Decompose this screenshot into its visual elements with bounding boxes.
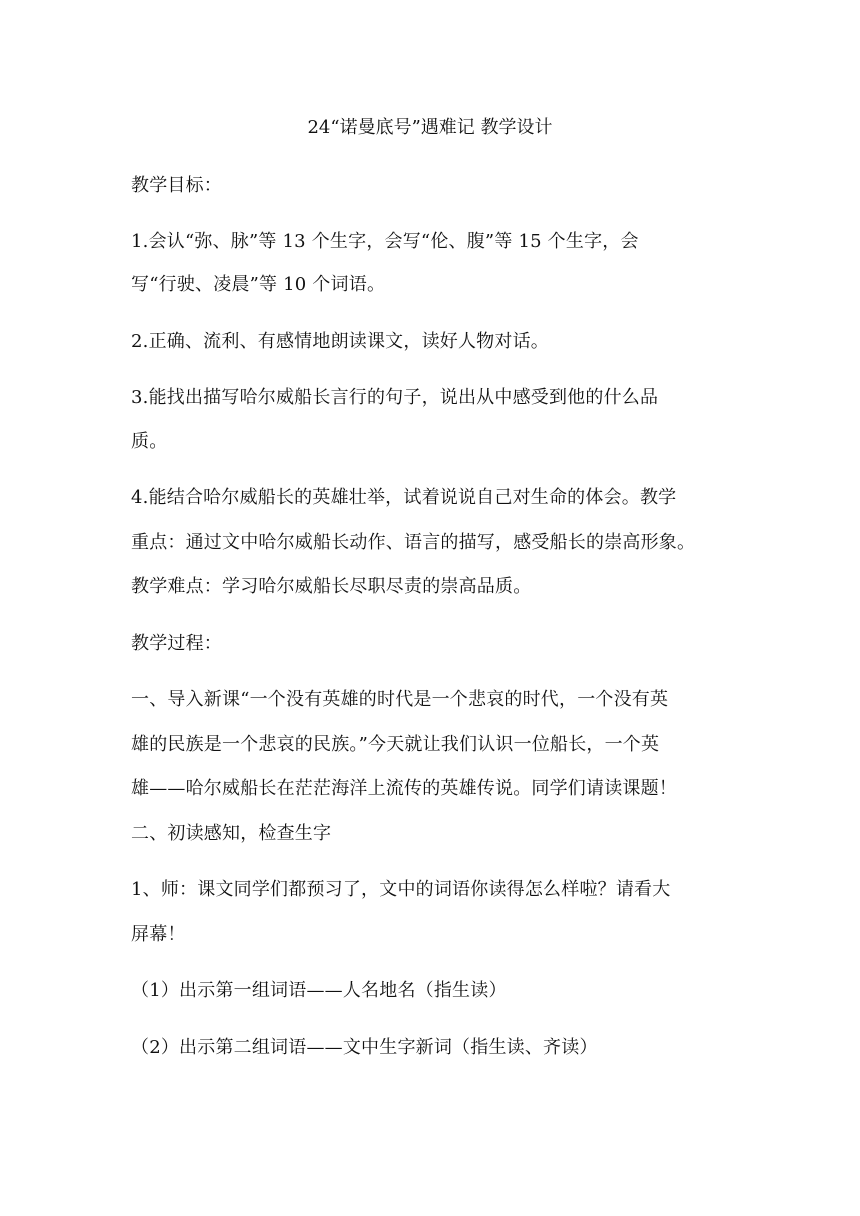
word-group-1: （1）出示第一组词语——人名地名（指生读） — [131, 980, 507, 1001]
document-title: 24“诺曼底号”遇难记 教学设计 — [307, 117, 553, 138]
section-heading-process: 教学过程： — [131, 633, 222, 654]
process-step-1-line-3: 雄——哈尔威船长在茫茫海洋上流传的英雄传说。同学们请读课题！ — [131, 778, 677, 799]
objective-4-line-1: 4.能结合哈尔威船长的英雄壮举，试着说说自己对生命的体会。教学 — [131, 487, 677, 508]
section-heading-objectives: 教学目标： — [131, 175, 222, 196]
objective-2: 2.正确、流利、有感情地朗读课文，读好人物对话。 — [131, 331, 549, 352]
objective-3-line-1: 3.能找出描写哈尔威船长言行的句子，说出从中感受到他的什么品 — [131, 387, 659, 408]
teacher-instruction-line-2: 屏幕！ — [131, 924, 186, 945]
word-group-2: （2）出示第二组词语——文中生字新词（指生读、齐读） — [131, 1037, 598, 1058]
teacher-instruction-line-1: 1、师：课文同学们都预习了，文中的词语你读得怎么样啦？请看大 — [131, 879, 671, 900]
process-step-1-line-2: 雄的民族是一个悲哀的民族。”今天就让我们认识一位船长，一个英 — [131, 734, 660, 755]
process-step-1-line-1: 一、导入新课“一个没有英雄的时代是一个悲哀的时代，一个没有英 — [131, 689, 669, 710]
objective-3-line-2: 质。 — [131, 431, 168, 452]
teaching-focus: 重点：通过文中哈尔威船长动作、语言的描写，感受船长的崇高形象。 — [131, 532, 696, 553]
process-step-2-heading: 二、初读感知，检查生字 — [131, 823, 332, 844]
objective-1-line-2: 写“行驶、凌晨”等 10 个词语。 — [131, 274, 386, 295]
objective-1-line-1: 1.会认“弥、脉”等 13 个生字，会写“伦、腹”等 15 个生字，会 — [131, 231, 639, 252]
teaching-difficulty: 教学难点：学习哈尔威船长尽职尽责的崇高品质。 — [131, 576, 532, 597]
